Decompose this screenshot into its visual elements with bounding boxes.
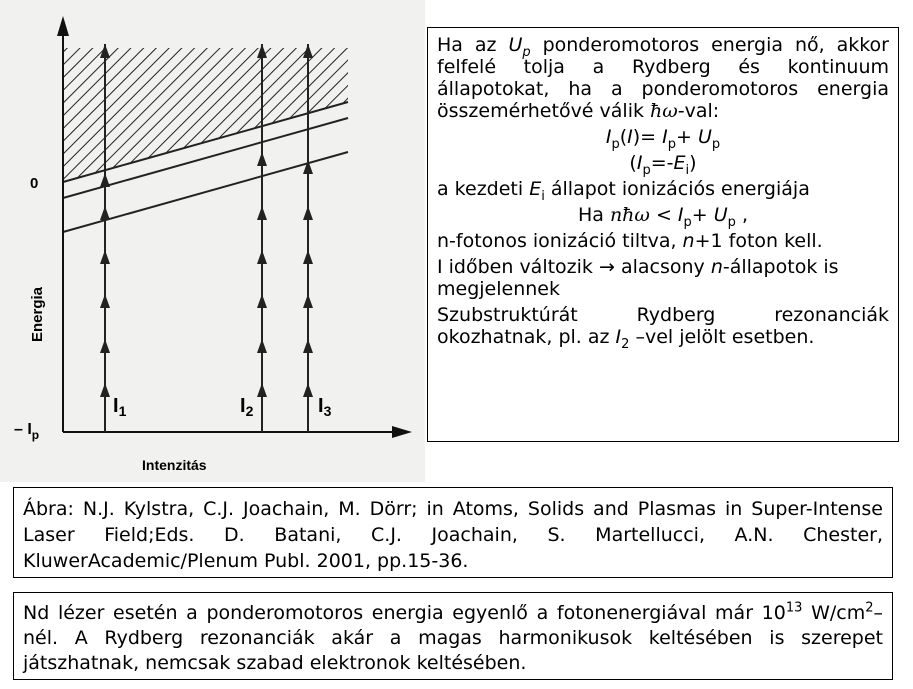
explain-paragraph-4: I időben változik → alacsony n-állapotok is megjelennek <box>437 256 839 300</box>
intensity-label-i3: $I_3$ <box>318 395 332 419</box>
energy-intensity-diagram <box>0 0 425 482</box>
photon-arrowhead-i2-5 <box>257 152 267 166</box>
x-axis-arrowhead <box>392 426 412 438</box>
equation-ionization-potential: $I_p(I)= I_p+ U_p$ <box>605 126 721 152</box>
y-axis-label: Energia <box>29 286 46 342</box>
photon-arrowhead-i1-4 <box>100 206 110 220</box>
photon-arrowhead-i3-2 <box>303 294 313 308</box>
intensity-label-i2: $I_2$ <box>240 395 254 419</box>
photon-arrowhead-i2-2 <box>257 294 267 308</box>
explanation-box <box>427 27 899 442</box>
y-axis-arrowhead <box>57 16 69 36</box>
diagram-svg <box>0 0 425 482</box>
hbar-omega-symbol: ħω <box>650 100 678 122</box>
explain-paragraph-1: Ha az $U_p$ ponderomotoros energia nő, akkor felfelé tolja a Rydberg és kontinuum állapotokat, ha a ponderomotoros energia összemérhetővé válik ħω-val: <box>437 34 889 122</box>
photon-arrowhead-i3-1 <box>303 339 313 353</box>
photon-arrowhead-i3-4 <box>303 206 313 220</box>
intensity-label-i1: $I_1$ <box>113 395 127 419</box>
photon-arrowhead-i2-0 <box>257 383 267 397</box>
explain-paragraph-2: a kezdeti $E_i$ állapot ionizációs energiája <box>437 178 810 204</box>
photon-arrowhead-i1-0 <box>100 383 110 397</box>
source-citation: Ábra: N.J. Kylstra, C.J. Joachain, M. Dörr; in Atoms, Solids and Plasmas in Super-Intense Laser Field;Eds. D. Batani, C.J. Joachain, S. Martellucci, A.N. Chester, KluwerAcademic/Plenum Publ. 2001, pp.15-36. <box>23 498 883 572</box>
photon-arrowhead-i1-5 <box>100 173 110 187</box>
equation-condition: Ha nħω < $I_p+ U_p$ , <box>577 204 749 230</box>
note-text: Nd lézer esetén a ponderomotoros energia egyenlő a fotonenergiával már $10^{13}$ $W/cm^2$–nél. A Rydberg rezonanciák akár a magas harmonikusok keltésében is szerepet játszhatnak, nemcsak szabad elektronok keltésében. <box>23 600 883 674</box>
photon-arrowhead-i2-4 <box>257 206 267 220</box>
equation-ip-ei: $(I_p=-E_i)$ <box>629 152 697 178</box>
photon-arrowhead-i1-2 <box>100 294 110 308</box>
photon-arrowhead-i1-1 <box>100 339 110 353</box>
x-axis-label: Intenzitás <box>142 457 207 473</box>
right-arrow-icon: → <box>598 256 615 278</box>
photon-arrowhead-i2-3 <box>257 250 267 264</box>
figure-source-box <box>13 487 893 578</box>
photon-arrowhead-i3-0 <box>303 383 313 397</box>
explain-paragraph-5: Szubstruktúrát Rydberg rezonanciák okozhatnak, pl. az $I_2$ –vel jelölt esetben. <box>437 304 889 352</box>
explain-paragraph-3: n-fotonos ionizáció tiltva, n+1 foton kell. <box>437 230 823 252</box>
photon-arrowhead-i2-1 <box>257 339 267 353</box>
photon-arrowhead-i3-3 <box>303 250 313 264</box>
nd-laser-note-box <box>13 592 893 680</box>
neg-ip-label: – $I_p$ <box>14 421 40 442</box>
zero-label: 0 <box>30 175 39 192</box>
photon-arrowhead-i1-3 <box>100 250 110 264</box>
